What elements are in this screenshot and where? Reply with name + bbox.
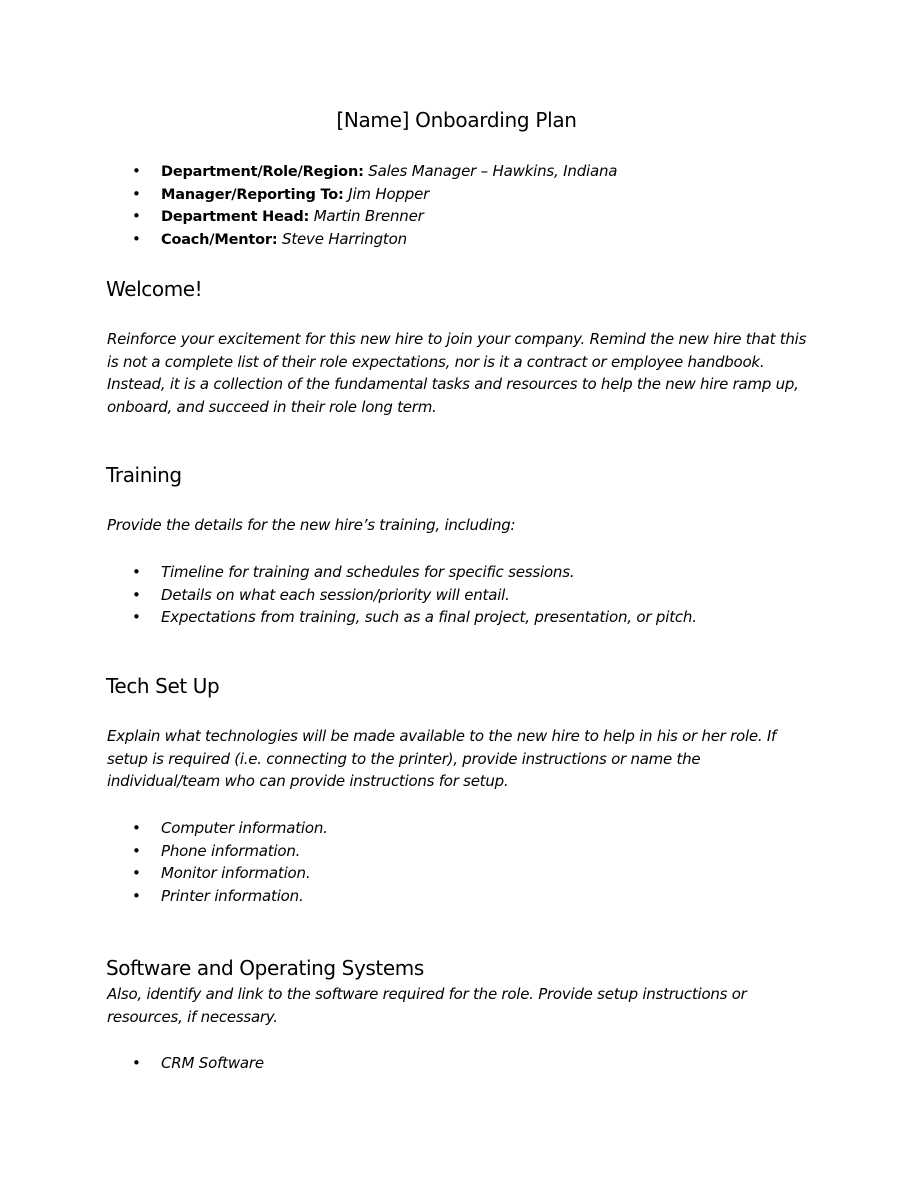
paragraph-line: Reinforce your excitement for this new hire to join your company. Remind the new hire that this: [107, 330, 807, 348]
bullet-icon: •: [132, 841, 141, 860]
bullet-icon: •: [132, 162, 141, 180]
info-label: Manager/Reporting To:: [161, 186, 344, 203]
welcome-heading: Welcome!: [106, 277, 203, 301]
info-item-department-head: [132, 205, 832, 228]
bullet-icon: •: [132, 585, 141, 604]
list-item: [132, 840, 832, 863]
list-item-text: Phone information.: [161, 841, 301, 860]
bullet-icon: •: [132, 864, 141, 882]
list-item-text: Expectations from training, such as a final project, presentation, or pitch.: [161, 608, 697, 626]
info-label: Department Head:: [161, 209, 310, 225]
list-item-text: Monitor information.: [161, 864, 311, 882]
bullet-icon: •: [132, 184, 141, 203]
list-item: [132, 561, 832, 584]
info-label: Coach/Mentor:: [161, 231, 278, 248]
paragraph-line: Provide the details for the new hire’s training, including:: [107, 516, 516, 534]
list-item-text: Details on what each session/priority will entail.: [161, 585, 510, 604]
list-item-text: Printer information.: [161, 886, 304, 905]
document-title: [Name] Onboarding Plan: [336, 108, 577, 132]
software-heading: Software and Operating Systems: [106, 956, 424, 980]
tech-paragraph: [107, 725, 817, 793]
info-value: Martin Brenner: [313, 207, 424, 225]
bullet-icon: •: [132, 207, 141, 225]
list-item-text: Computer information.: [161, 819, 328, 837]
bullet-icon: •: [132, 563, 141, 581]
list-item: [132, 1052, 832, 1075]
paragraph-line: Instead, it is a collection of the fundamental tasks and resources to help the new hire ramp up,: [107, 375, 799, 393]
paragraph-line: Also, identify and link to the software required for the role. Provide setup instructions or: [107, 985, 747, 1003]
bullet-icon: •: [132, 608, 141, 626]
list-item-text: CRM Software: [161, 1054, 264, 1072]
info-value: Jim Hopper: [348, 184, 430, 203]
paragraph-line: onboard, and succeed in their role long term.: [107, 397, 437, 416]
list-item: [132, 817, 832, 840]
software-list: [132, 1052, 832, 1075]
paragraph-line: setup is required (i.e. connecting to the printer), provide instructions or name the: [107, 749, 701, 768]
list-item: [132, 606, 832, 629]
training-list: [132, 561, 832, 629]
bullet-icon: •: [132, 819, 141, 837]
software-paragraph: [107, 983, 817, 1028]
tech-heading: Tech Set Up: [106, 674, 220, 698]
paragraph-line: resources, if necessary.: [107, 1007, 278, 1026]
paragraph-line: individual/team who can provide instructions for setup.: [107, 772, 509, 790]
bullet-icon: •: [132, 229, 141, 248]
bullet-icon: •: [132, 1054, 141, 1072]
list-item: [132, 862, 832, 885]
bullet-icon: •: [132, 886, 141, 905]
info-value: Sales Manager – Hawkins, Indiana: [368, 162, 618, 180]
info-item-department: [132, 160, 832, 183]
list-item: [132, 885, 832, 908]
welcome-paragraph: [107, 328, 817, 418]
info-label: Department/Role/Region:: [161, 164, 364, 180]
list-item: [132, 584, 832, 607]
info-value: Steve Harrington: [282, 229, 407, 248]
tech-list: [132, 817, 832, 907]
info-item-manager: [132, 183, 832, 206]
paragraph-line: is not a complete list of their role expectations, nor is it a contract or employee handbook.: [107, 352, 765, 371]
training-heading: Training: [106, 463, 182, 487]
info-list: [132, 160, 832, 250]
info-item-coach: [132, 228, 832, 251]
paragraph-line: Explain what technologies will be made available to the new hire to help in his or her role. If: [107, 727, 777, 745]
training-paragraph: [107, 514, 817, 537]
list-item-text: Timeline for training and schedules for specific sessions.: [161, 563, 575, 581]
